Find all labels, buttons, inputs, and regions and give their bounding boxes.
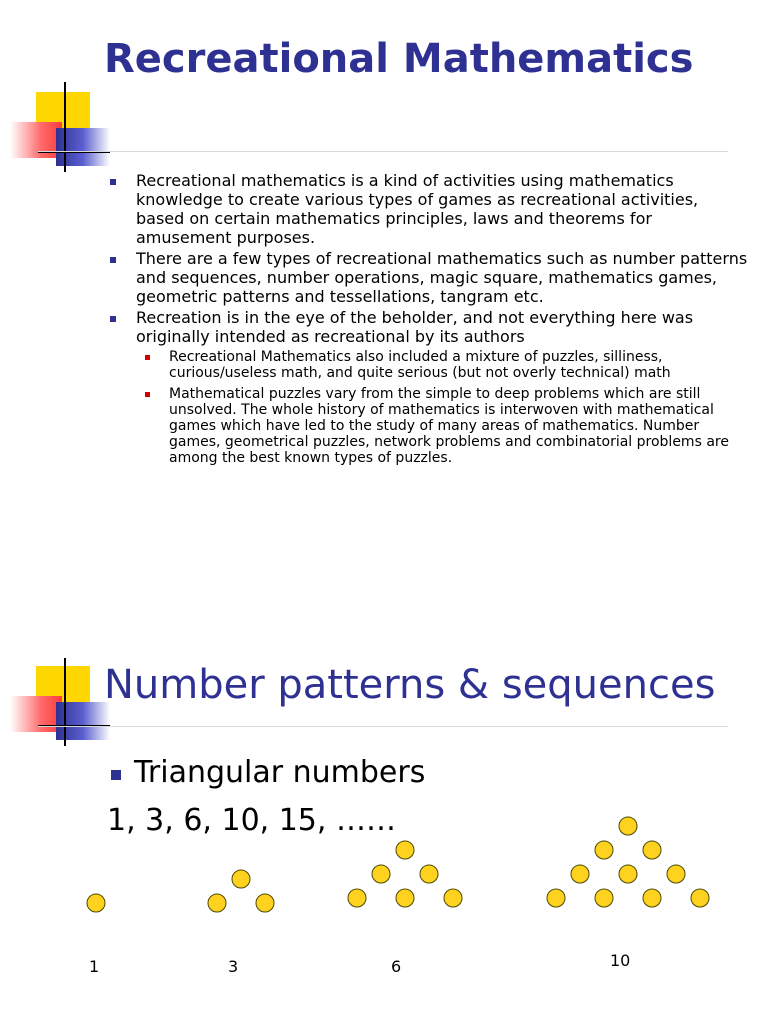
sub-bullet-item: Recreational Mathematics also included a mixture of puzzles, silliness, curious/useless math, and quite serious (but not overly technical) math bbox=[140, 349, 749, 381]
figure-label: 10 bbox=[610, 951, 631, 970]
bullet-item: There are a few types of recreational mathematics such as number patterns and sequences, number operations, magic square, mathematics games, geometric patterns and tessellations, tangram etc. bbox=[109, 249, 749, 306]
triangular-dot bbox=[691, 889, 709, 907]
triangular-dot bbox=[396, 841, 414, 859]
bullet-item: Triangular numbers bbox=[109, 755, 425, 791]
triangular-dot bbox=[348, 889, 366, 907]
triangular-dot bbox=[619, 865, 637, 883]
figure-label: 1 bbox=[89, 957, 100, 976]
triangular-dot bbox=[547, 889, 565, 907]
triangular-dot bbox=[571, 865, 589, 883]
triangular-dot bbox=[643, 889, 661, 907]
triangular-dot bbox=[87, 894, 105, 912]
triangular-dot bbox=[420, 865, 438, 883]
figure-label: 6 bbox=[391, 957, 402, 976]
triangular-dot bbox=[643, 841, 661, 859]
triangular-dot bbox=[619, 817, 637, 835]
sequence-text: 1, 3, 6, 10, 15, …… bbox=[107, 803, 396, 838]
triangular-dot bbox=[396, 889, 414, 907]
bullet-text: Recreation is in the eye of the beholder, and not everything here was originally intended as recreational by its authors bbox=[136, 308, 694, 346]
triangular-dot bbox=[232, 870, 250, 888]
triangular-dot bbox=[372, 865, 390, 883]
triangular-dot bbox=[595, 841, 613, 859]
triangular-dot bbox=[595, 889, 613, 907]
triangular-dot bbox=[444, 889, 462, 907]
slide-title: Number patterns & sequences bbox=[104, 662, 716, 708]
figure-label: 3 bbox=[228, 957, 239, 976]
slide-title: Recreational Mathematics bbox=[104, 36, 694, 82]
triangular-dot bbox=[256, 894, 274, 912]
triangular-dot bbox=[667, 865, 685, 883]
bullet-item: Recreational mathematics is a kind of activities using mathematics knowledge to create various types of games as recreational activities, based on certain mathematics principles, laws and theorems for amusement purposes. bbox=[109, 171, 749, 247]
triangular-dot bbox=[208, 894, 226, 912]
sub-bullet-item: Mathematical puzzles vary from the simple to deep problems which are still unsolved. The whole history of mathematics is interwoven with mathematical games which have led to the study of many areas of mathematics. Number games, geometrical puzzles, network problems and combinatorial problems are among the best known types of puzzles. bbox=[140, 386, 749, 466]
